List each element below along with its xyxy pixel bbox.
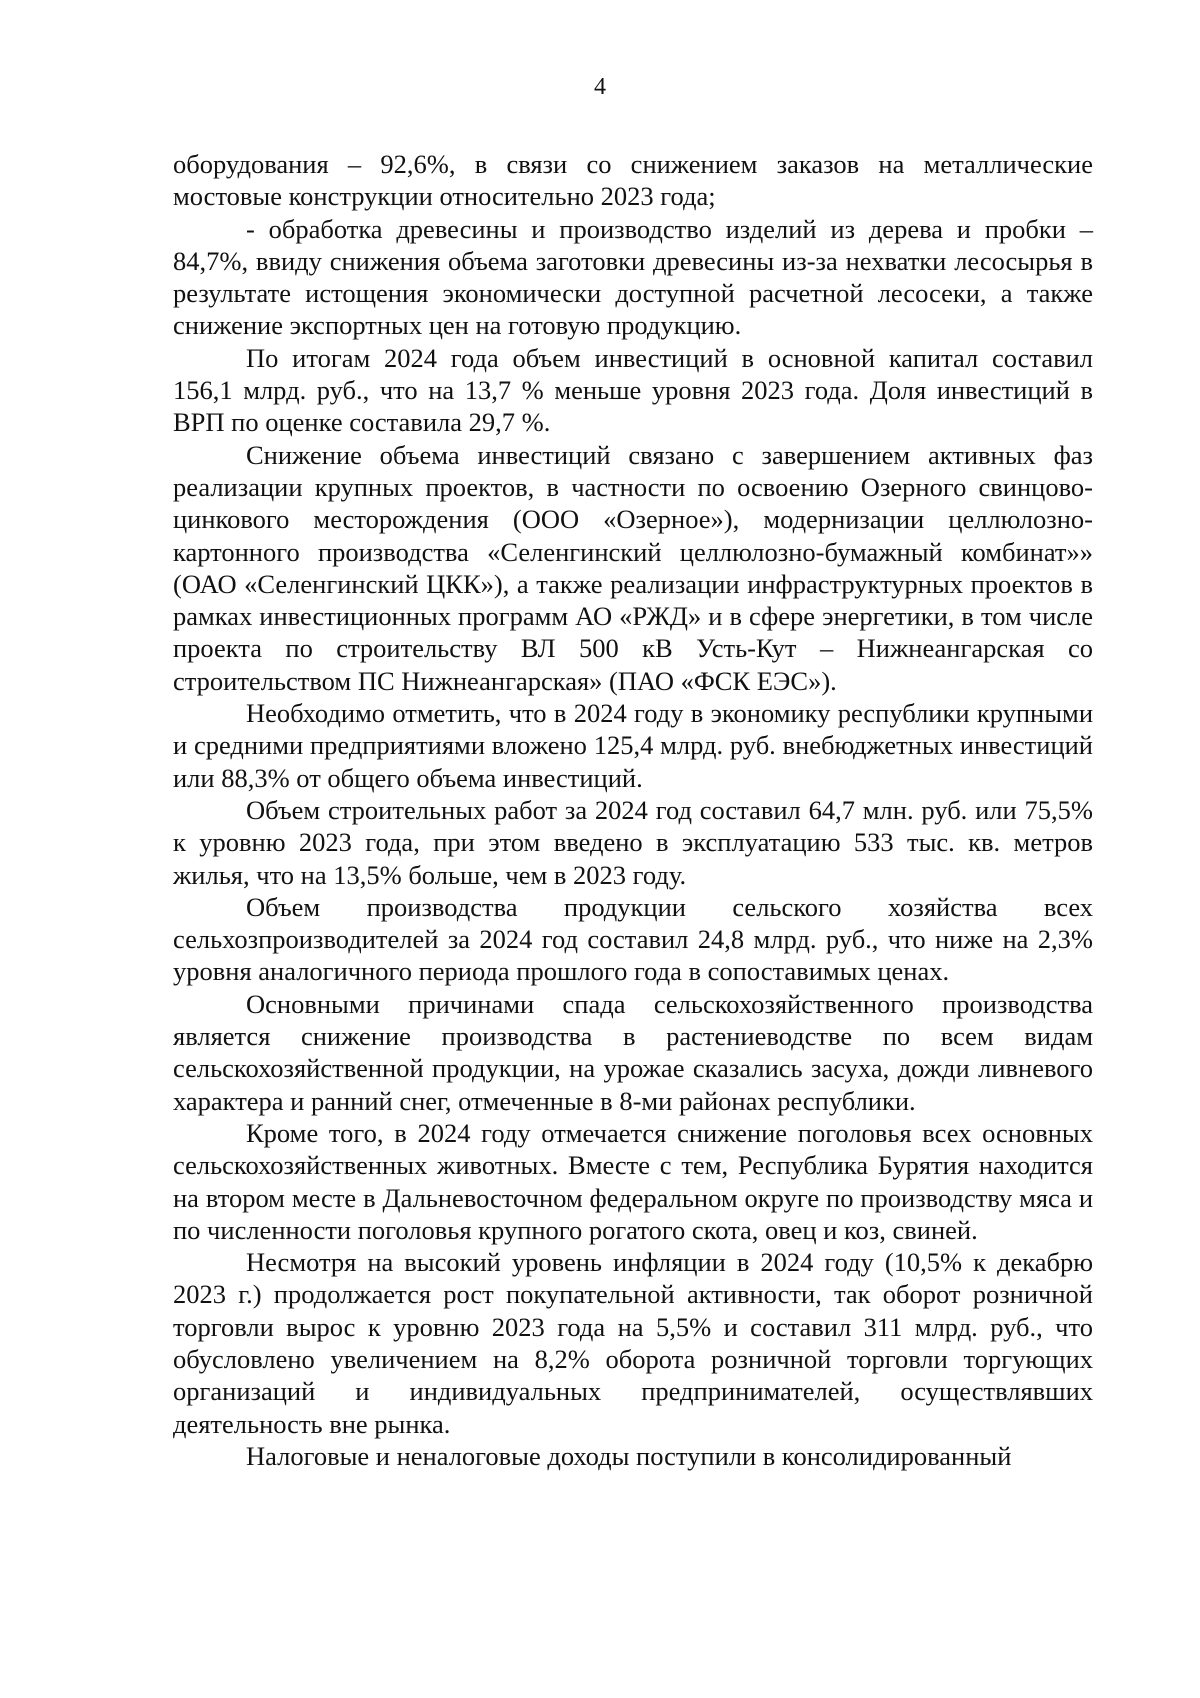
paragraph: - обработка древесины и производство изделий из дерева и пробки – 84,7%, ввиду снижения объема заготовки древесины из-за нехватки лесосырья в результате истощения экономически доступной расчетной лесосеки, а также снижение экспортных цен на готовую продукцию. (173, 213, 1093, 341)
paragraph: Снижение объема инвестиций связано с завершением активных фаз реализации крупных проектов, в частности по освоению Озерного свинцово-цинкового месторождения (ООО «Озерное»), модернизации целлюлозно-картонного производства «Селенгинский целлюлозно-бумажный комбинат»» (ОАО «Селенгинский ЦКК»), а также реализации инфраструктурных проектов в рамках инвестиционных программ АО «РЖД» и в сфере энергетики, в том числе проекта по строительству ВЛ 500 кВ Усть-Кут – Нижнеангарская со строительством ПС Нижнеангарская» (ПАО «ФСК ЕЭС»). (173, 439, 1093, 696)
paragraph: Основными причинами спада сельскохозяйственного производства является снижение производства в растениеводстве по всем видам сельскохозяйственной продукции, на урожае сказались засуха, дожди ливневого характера и ранний снег, отмеченные в 8-ми районах республики. (173, 988, 1093, 1116)
page-number: 4 (594, 74, 606, 100)
paragraph: Объем производства продукции сельского хозяйства всех сельхозпроизводителей за 2024 год составил 24,8 млрд. руб., что ниже на 2,3% уровня аналогичного периода прошлого года в сопоставимых ценах. (173, 891, 1093, 987)
paragraph: Налоговые и неналоговые доходы поступили в консолидированный (246, 1440, 1012, 1471)
paragraph: Кроме того, в 2024 году отмечается снижение поголовья всех основных сельскохозяйственных животных. Вместе с тем, Республика Бурятия находится на втором месте в Дальневосточном федеральном округе по производству мяса и по численности поголовья крупного рогатого скота, овец и коз, свиней. (173, 1117, 1093, 1245)
paragraph: Необходимо отметить, что в 2024 году в экономику республики крупными и средними предприятиями вложено 125,4 млрд. руб. внебюджетных инвестиций или 88,3% от общего объема инвестиций. (173, 698, 1093, 793)
paragraph: оборудования – 92,6%, в связи со снижением заказов на металлические мостовые конструкции относительно 2023 года; (173, 149, 1093, 212)
paragraph: По итогам 2024 года объем инвестиций в основной капитал составил 156,1 млрд. руб., что на 13,7 % меньше уровня 2023 года. Доля инвестиций в ВРП по оценке составила 29,7 %. (173, 342, 1093, 438)
paragraph: Несмотря на высокий уровень инфляции в 2024 году (10,5% к декабрю 2023 г.) продолжается рост покупательной активности, так оборот розничной торговли вырос к уровню 2023 года на 5,5% и составил 311 млрд. руб., что обусловлено увеличением на 8,2% оборота розничной торговли торгующих организаций и индивидуальных предпринимателей, осуществлявших деятельность вне рынка. (173, 1247, 1093, 1439)
paragraph: Объем строительных работ за 2024 год составил 64,7 млн. руб. или 75,5% к уровню 2023 года, при этом введено в эксплуатацию 533 тыс. кв. метров жилья, что на 13,5% больше, чем в 2023 году. (173, 794, 1093, 890)
document-body (173, 148, 1093, 1472)
